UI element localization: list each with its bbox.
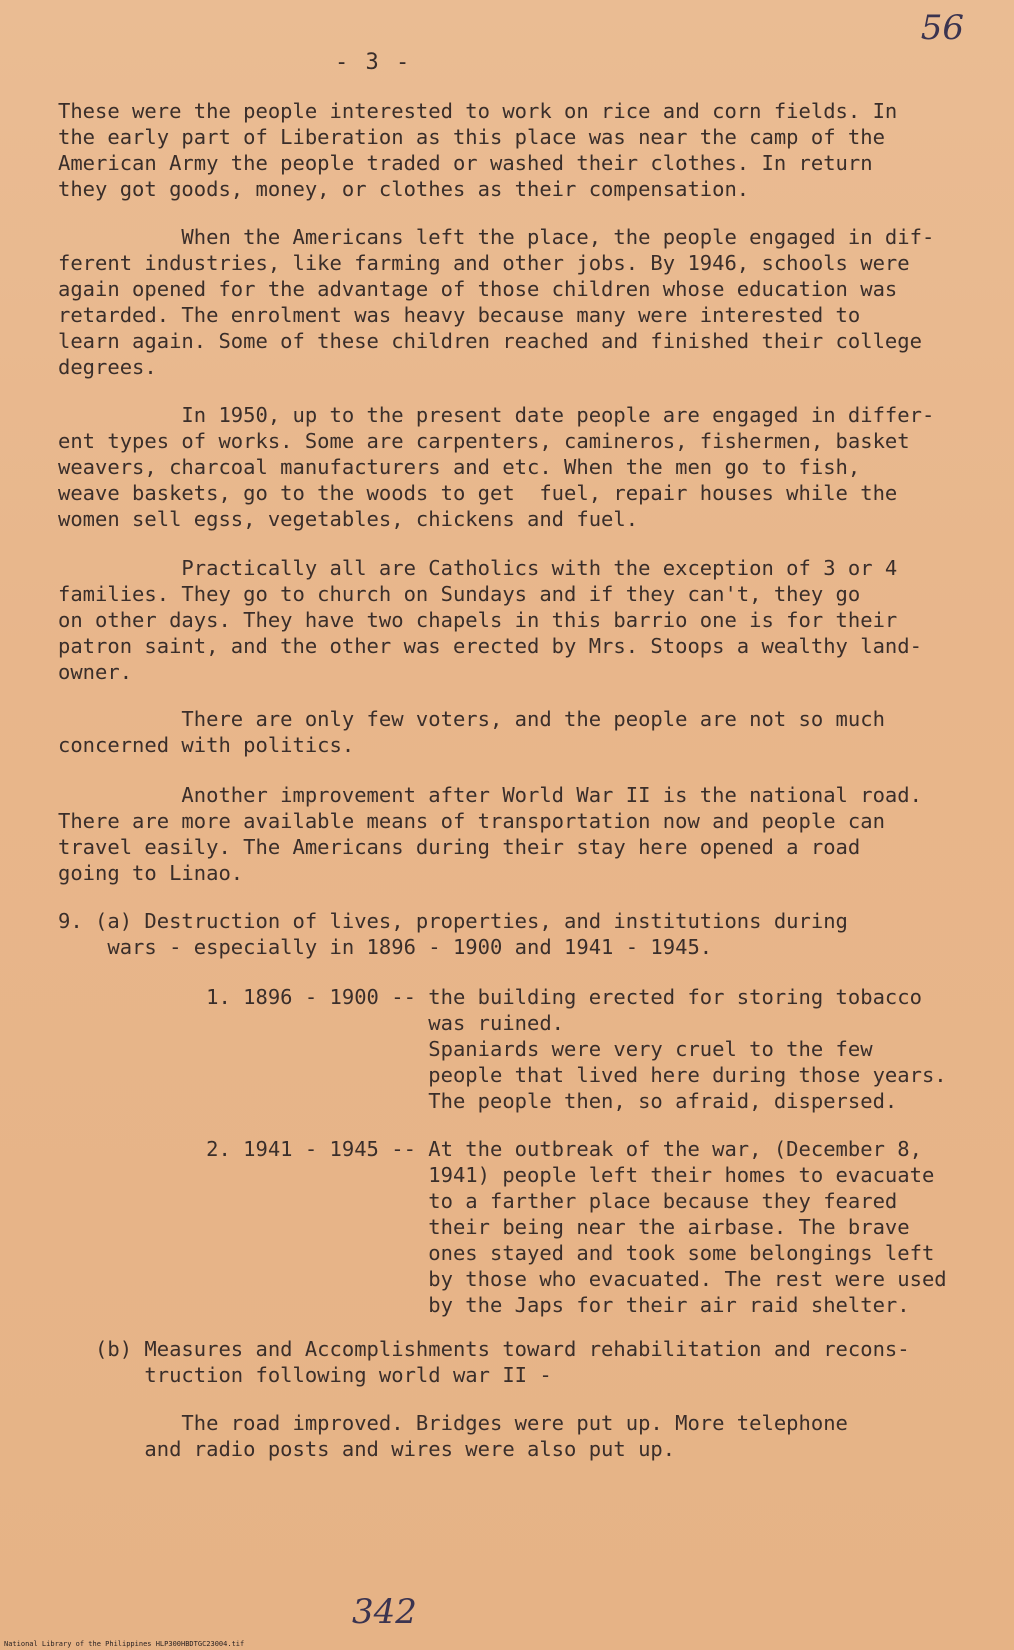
archive-footer: National Library of the Philippines HLP300HBDTGC23004.tif bbox=[4, 1640, 245, 1648]
paragraph-1950: In 1950, up to the present date people are engaged in differ- ent types of works. Some are carpenters, camineros, fishermen, basket weavers, charcoal manufacturers and etc. When the men go to fish, weave baskets, go to the woods to get fuel, repair houses while the women sell egss, vegetables, chickens and fuel. bbox=[58, 403, 935, 531]
paragraph-national-road: Another improvement after World War II is the national road. There are more available means of transportation now and people can travel easily. The Americans during their stay here opened a road going to Linao. bbox=[58, 783, 922, 885]
paragraph-americans-left: When the Americans left the place, the people engaged in dif- ferent industries, like farming and other jobs. By 1946, schools were again opened for the advantage of those children whose education was retarded. The enrolment was heavy because many were interested to learn again. Some of these children reached and finished their college degrees. bbox=[58, 225, 935, 379]
paragraph-voters: There are only few voters, and the people are not so much concerned with politics. bbox=[58, 707, 885, 757]
page-header: - 3 - bbox=[335, 50, 412, 75]
paragraph-liberation: These were the people interested to work on rice and corn fields. In the early part of Liberation as this place was near the camp of the American Army the people traded or washed their clothes. In return they got goods, money, or clothes as their compensation. bbox=[58, 99, 898, 201]
paragraph-road-improved: The road improved. Bridges were put up. More telephone and radio posts and wires were also put up. bbox=[144, 1411, 848, 1461]
list-item-1896-1900: 1. 1896 - 1900 -- the building erected for storing tobacco was ruined. Spaniards were very cruel to the few people that lived here during those years. The people then, so afraid, dispersed. bbox=[206, 985, 947, 1113]
section-9b-heading: (b) Measures and Accomplishments toward rehabilitation and recons- truction following world war II - bbox=[95, 1337, 910, 1387]
handwritten-page-number: 56 bbox=[920, 8, 964, 48]
paragraph-religion: Practically all are Catholics with the exception of 3 or 4 families. They go to church on Sundays and if they can't, they go on other days. They have two chapels in this barrio one is for their patron saint, and the other was erected by Mrs. Stoops a wealthy land- owner. bbox=[58, 556, 922, 684]
section-9a-heading: 9. (a) Destruction of lives, properties, and institutions during wars - especially in 1896 - 1900 and 1941 - 1945. bbox=[58, 909, 848, 959]
list-item-1941-1945: 2. 1941 - 1945 -- At the outbreak of the war, (December 8, 1941) people left their homes to evacuate to a farther place because they feared their being near the airbase. The brave ones stayed and took some belongings left by those who evacuated. The rest were used by the Japs for their air raid shelter. bbox=[206, 1137, 947, 1317]
handwritten-bottom-number: 342 bbox=[352, 1592, 417, 1632]
